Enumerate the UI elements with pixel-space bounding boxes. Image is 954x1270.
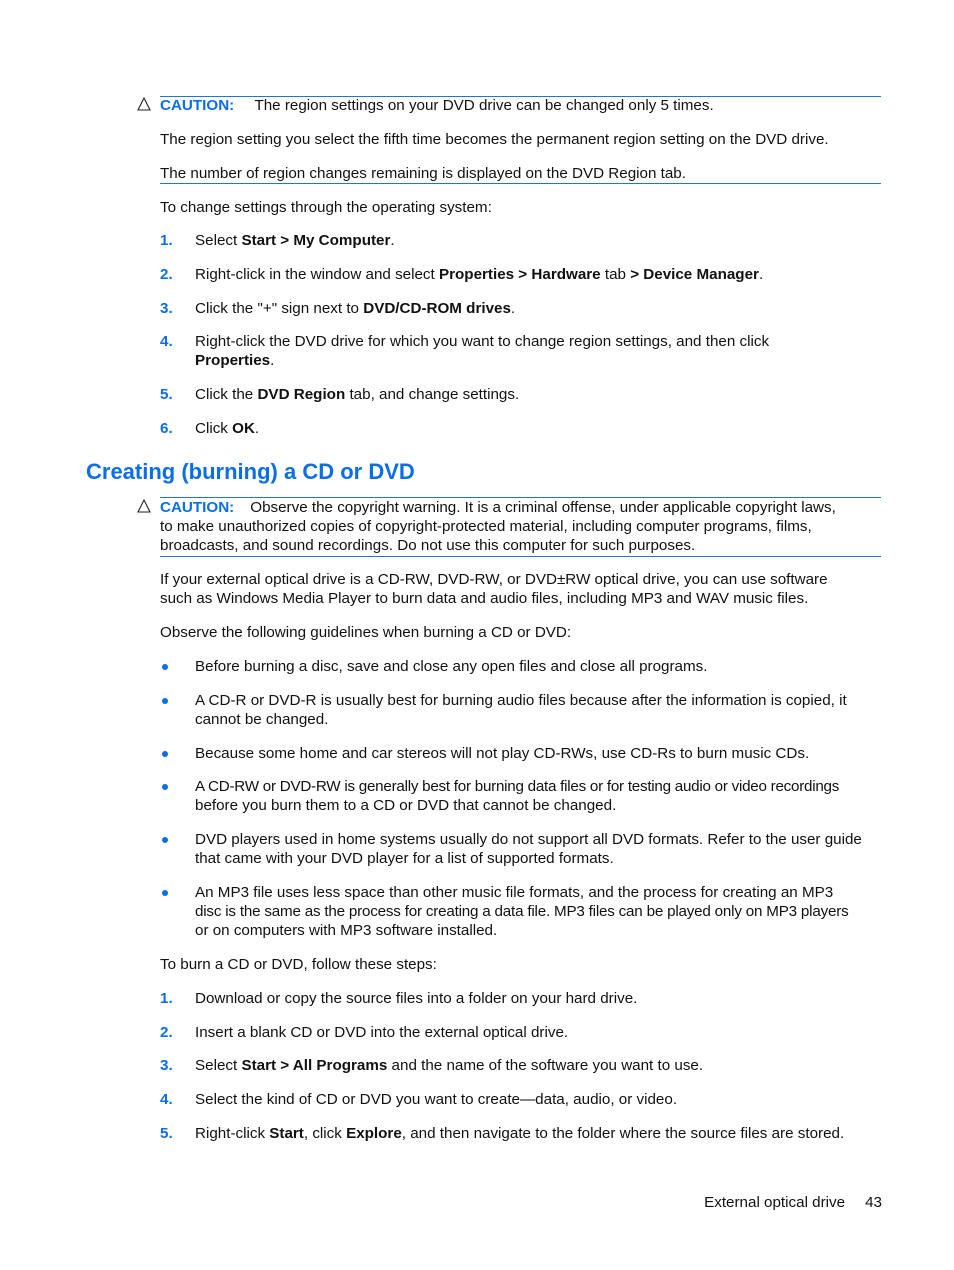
section-heading: Creating (burning) a CD or DVD xyxy=(86,459,415,484)
step-number: 3. xyxy=(160,300,173,317)
step-number: 5. xyxy=(160,386,173,403)
list-item: A CD-RW or DVD-RW is generally best for burning data files or for testing audio or video recordings before you burn them to a CD or DVD that cannot be changed. xyxy=(195,778,840,814)
body-paragraph: If your external optical drive is a CD-RW, DVD-RW, or DVD±RW optical drive, you can use software such as Windows Media Player to burn data and audio files, including MP3 and WAV music files. xyxy=(160,571,828,607)
step-number: 5. xyxy=(160,1125,173,1142)
list-item: Insert a blank CD or DVD into the external optical drive. xyxy=(195,1024,569,1041)
caution-paragraph: The region setting you select the fifth time becomes the permanent region setting on the DVD drive. xyxy=(160,131,829,148)
list-item: Select Start > All Programs and the name of the software you want to use. xyxy=(195,1057,704,1074)
step-number: 4. xyxy=(160,1091,173,1108)
list-item: Right-click Start, click Explore, and then navigate to the folder where the source files are stored. xyxy=(195,1125,845,1142)
list-item: Click the "+" sign next to DVD/CD-ROM drives. xyxy=(195,300,516,317)
list-item: Download or copy the source files into a folder on your hard drive. xyxy=(195,990,638,1007)
step-number: 3. xyxy=(160,1057,173,1074)
step-number: 2. xyxy=(160,266,173,283)
intro-paragraph: Observe the following guidelines when burning a CD or DVD: xyxy=(160,624,572,641)
list-item: Select Start > My Computer. xyxy=(195,232,395,249)
bullet-icon xyxy=(162,837,168,843)
list-item: Click OK. xyxy=(195,420,260,437)
intro-paragraph: To burn a CD or DVD, follow these steps: xyxy=(160,956,437,973)
intro-paragraph: To change settings through the operating system: xyxy=(160,199,492,216)
step-number: 4. xyxy=(160,333,173,350)
list-item: Right-click in the window and select Properties > Hardware tab > Device Manager. xyxy=(195,266,764,283)
caution-2: CAUTION: Observe the copyright warning. It is a criminal offense, under applicable copyright laws, to make unauthorized copies of copyright-protected material, including computer programs, films, broadcasts, and sound recordings. Do not use this computer for such purposes. xyxy=(160,499,836,554)
bullet-icon xyxy=(162,784,168,790)
page-number: 43 xyxy=(865,1194,882,1211)
bullet-icon xyxy=(162,698,168,704)
caution-paragraph: The number of region changes remaining is displayed on the DVD Region tab. xyxy=(160,165,686,182)
caution-text: The region settings on your DVD drive can be changed only 5 times. xyxy=(254,97,714,114)
step-number: 1. xyxy=(160,990,173,1007)
caution-triangle-icon xyxy=(137,499,151,513)
caution-bottom-rule xyxy=(160,556,881,557)
list-item: Select the kind of CD or DVD you want to create—data, audio, or video. xyxy=(195,1091,678,1108)
caution-triangle-icon xyxy=(137,97,151,111)
step-number: 2. xyxy=(160,1024,173,1041)
footer-title: External optical drive xyxy=(704,1194,846,1211)
list-item: Right-click the DVD drive for which you want to change region settings, and then click Properties. xyxy=(195,333,770,369)
list-item: An MP3 file uses less space than other music file formats, and the process for creating an MP3 disc is the same as the process for creating a data file. MP3 files can be played only on MP3 players or on computers with MP3 software installed. xyxy=(195,884,849,939)
caution-label: CAUTION: xyxy=(160,97,235,114)
list-item: Before burning a disc, save and close any open files and close all programs. xyxy=(195,658,708,675)
step-number: 6. xyxy=(160,420,173,437)
page-footer xyxy=(704,1193,882,1212)
list-item: A CD-R or DVD-R is usually best for burning audio files because after the information is copied, it cannot be changed. xyxy=(195,692,847,728)
list-item: DVD players used in home systems usually do not support all DVD formats. Refer to the user guide that came with your DVD player for a list of supported formats. xyxy=(195,831,862,867)
caution-1 xyxy=(160,96,714,115)
list-item: Because some home and car stereos will not play CD-RWs, use CD-Rs to burn music CDs. xyxy=(195,745,810,762)
list-item: Click the DVD Region tab, and change settings. xyxy=(195,386,520,403)
caution-bottom-rule xyxy=(160,183,881,184)
step-number: 1. xyxy=(160,232,173,249)
bullet-icon xyxy=(162,751,168,757)
bullet-icon xyxy=(162,664,168,670)
bullet-icon xyxy=(162,890,168,896)
